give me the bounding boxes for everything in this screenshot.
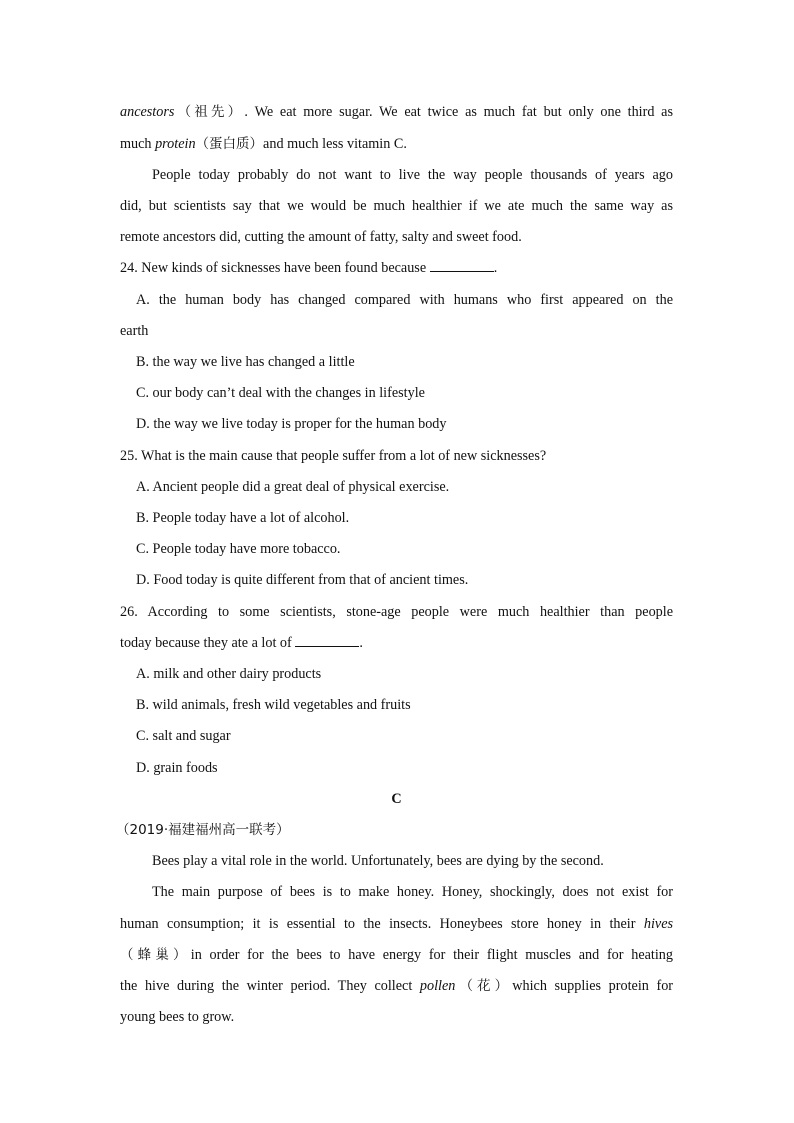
passage-line: Bees play a vital role in the world. Unfortunately, bees are dying by the second. <box>152 853 604 869</box>
question-26-option-c: C. salt and sugar <box>136 728 231 744</box>
question-26-stem: 26. According to some scientists, stone-age people were much healthier than people <box>120 604 673 620</box>
passage-line: ancestors（祖先）. We eat more sugar. We eat twice as much fat but only one third as <box>120 104 673 120</box>
passage-line: human consumption; it is essential to the insects. Honeybees store honey in their hives <box>120 916 674 932</box>
question-25-stem: 25. What is the main cause that people suffer from a lot of new sicknesses? <box>120 448 547 464</box>
question-24-option-d: D. the way we live today is proper for the human body <box>136 416 447 432</box>
passage-line: remote ancestors did, cutting the amount of fatty, salty and sweet food. <box>120 229 522 245</box>
passage-line: young bees to grow. <box>120 1009 235 1025</box>
question-24-stem: 24. New kinds of sicknesses have been found because . <box>120 260 498 276</box>
question-25-option-d: D. Food today is quite different from that of ancient times. <box>136 572 469 588</box>
source-note: （2019·福建福州高一联考） <box>116 822 290 838</box>
question-24-option-c: C. our body can’t deal with the changes in lifestyle <box>136 385 425 401</box>
question-26-option-d: D. grain foods <box>136 760 218 776</box>
section-heading: C <box>391 791 402 807</box>
question-26-option-a: A. milk and other dairy products <box>136 666 322 682</box>
answer-blank <box>295 634 359 647</box>
passage-line: much protein（蛋白质）and much less vitamin C. <box>120 136 407 152</box>
passage-line: （蜂巢）in order for the bees to have energy for their flight muscles and for heating <box>120 947 673 963</box>
question-26-option-b: B. wild animals, fresh wild vegetables and fruits <box>136 697 411 713</box>
question-24-option-a-cont: earth <box>120 323 149 339</box>
passage-line: People today probably do not want to live the way people thousands of years ago <box>152 167 673 183</box>
question-24-option-a: A. the human body has changed compared with humans who first appeared on the <box>136 292 673 308</box>
question-25-option-a: A. Ancient people did a great deal of physical exercise. <box>136 479 450 495</box>
passage-line: the hive during the winter period. They collect pollen（花）which supplies protein for <box>120 978 674 994</box>
question-25-option-b: B. People today have a lot of alcohol. <box>136 510 350 526</box>
question-24-option-b: B. the way we live has changed a little <box>136 354 355 370</box>
answer-blank <box>430 259 494 272</box>
question-26-stem-cont: today because they ate a lot of . <box>120 635 363 651</box>
question-25-option-c: C. People today have more tobacco. <box>136 541 341 557</box>
passage-line: The main purpose of bees is to make honey. Honey, shockingly, does not exist for <box>152 884 673 900</box>
passage-line: did, but scientists say that we would be much healthier if we ate much the same way as <box>120 198 673 214</box>
